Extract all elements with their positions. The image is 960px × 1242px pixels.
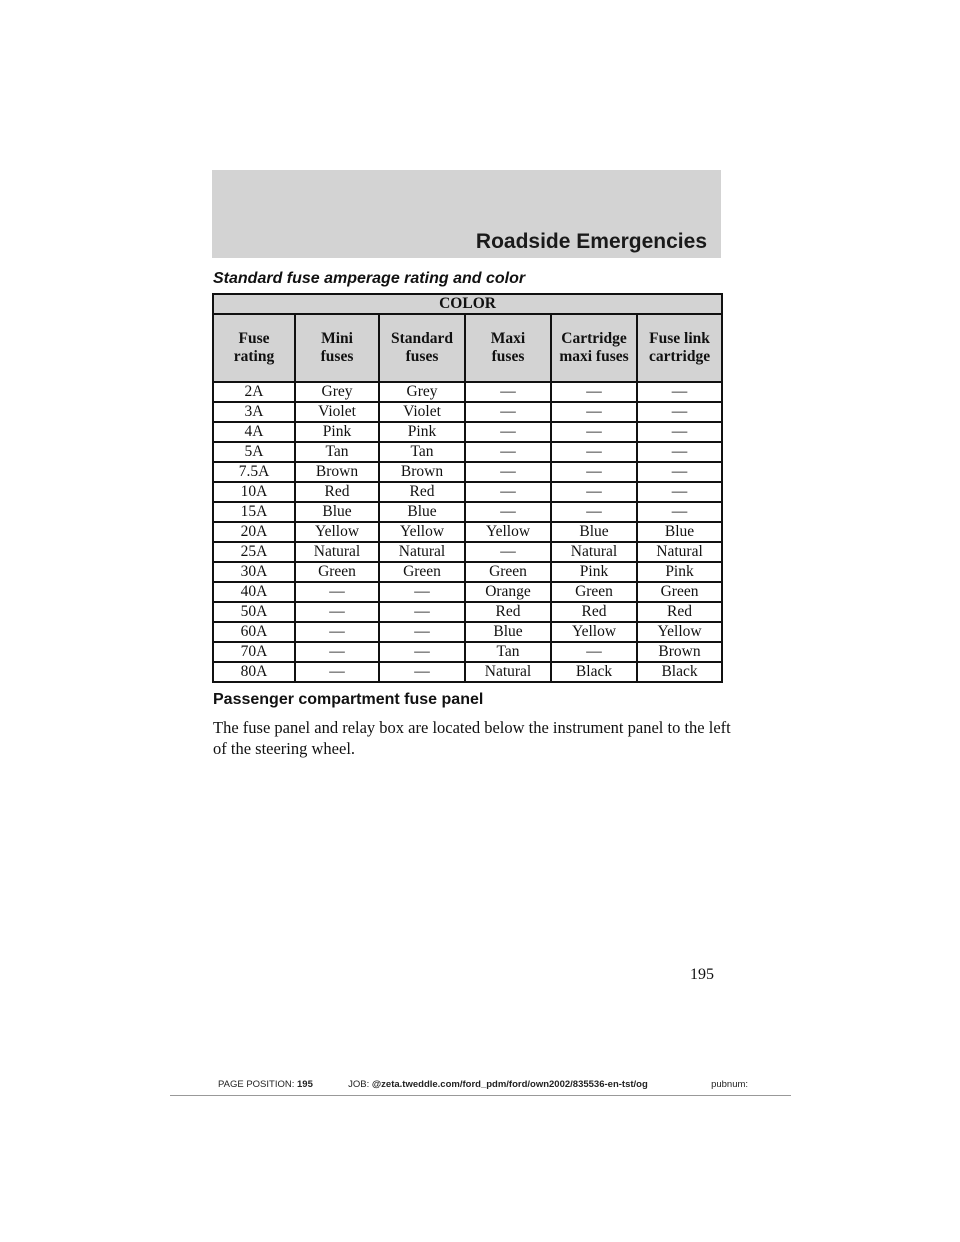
table-row [213, 462, 722, 482]
table-cell: Yellow [379, 522, 465, 542]
fuse-color-table [212, 293, 723, 683]
table-row [213, 562, 722, 582]
table-cell: Yellow [465, 522, 551, 542]
table-cell: 40A [213, 582, 295, 602]
table-cell: Black [551, 662, 637, 682]
table-cell: — [551, 402, 637, 422]
table-cell: Red [465, 602, 551, 622]
table-cell: Violet [295, 402, 379, 422]
table-cell: Blue [551, 522, 637, 542]
table-row [213, 422, 722, 442]
table-cell: Tan [465, 642, 551, 662]
column-header-mini-fuses: Mini fuses [295, 314, 379, 382]
column-header-fuse-rating: Fuse rating [213, 314, 295, 382]
section-heading: Passenger compartment fuse panel [213, 691, 484, 708]
table-cell: Blue [637, 522, 722, 542]
table-cell: Blue [379, 502, 465, 522]
table-cell: 7.5A [213, 462, 295, 482]
table-cell: 60A [213, 622, 295, 642]
table-cell: — [379, 582, 465, 602]
table-cell: Red [551, 602, 637, 622]
table-row [213, 582, 722, 602]
table-cell: 4A [213, 422, 295, 442]
table-cell: — [551, 442, 637, 462]
table-cell: Red [637, 602, 722, 622]
table-cell: — [295, 642, 379, 662]
table-cell: Yellow [551, 622, 637, 642]
table-cell: 25A [213, 542, 295, 562]
table-cell: Green [379, 562, 465, 582]
table-cell: — [379, 622, 465, 642]
table-cell: Pink [295, 422, 379, 442]
table-cell: Green [465, 562, 551, 582]
table-cell: Violet [379, 402, 465, 422]
table-cell: 30A [213, 562, 295, 582]
footer-pubnum-label: pubnum: [711, 1079, 749, 1090]
table-cell: Green [637, 582, 722, 602]
page-number: 195 [690, 966, 714, 983]
table-cell: Green [551, 582, 637, 602]
table-cell: — [551, 482, 637, 502]
table-cell: — [465, 462, 551, 482]
table-cell: Black [637, 662, 722, 682]
table-cell: 15A [213, 502, 295, 522]
table-row [213, 442, 722, 462]
table-cell: — [295, 622, 379, 642]
table-cell: Brown [637, 642, 722, 662]
table-cell: — [637, 382, 722, 402]
color-group-header: COLOR [213, 294, 722, 314]
footer-page-position-value: 195 [297, 1079, 313, 1090]
table-cell: — [465, 482, 551, 502]
table-cell: 70A [213, 642, 295, 662]
section-header-band [212, 170, 721, 258]
table-cell: Pink [379, 422, 465, 442]
table-cell: — [295, 662, 379, 682]
table-cell: — [295, 582, 379, 602]
table-cell: 3A [213, 402, 295, 422]
table-cell: Natural [295, 542, 379, 562]
table-cell: — [465, 402, 551, 422]
table-cell: 80A [213, 662, 295, 682]
table-row [213, 482, 722, 502]
column-header-maxi-fuses: Maxi fuses [465, 314, 551, 382]
table-cell: — [465, 542, 551, 562]
table-cell: Grey [379, 382, 465, 402]
table-cell: Natural [551, 542, 637, 562]
column-header-cartridge-maxi-fuses: Cartridge maxi fuses [551, 314, 637, 382]
table-cell: Tan [379, 442, 465, 462]
table-cell: — [551, 462, 637, 482]
section-title: Roadside Emergencies [475, 230, 707, 253]
table-cell: — [295, 602, 379, 622]
table-cell: — [465, 502, 551, 522]
table-cell: Grey [295, 382, 379, 402]
table-cell: — [637, 462, 722, 482]
table-cell: 5A [213, 442, 295, 462]
body-paragraph: The fuse panel and relay box are located below the instrument panel to the left of the steering wheel. [213, 718, 731, 758]
table-cell: Blue [295, 502, 379, 522]
table-row [213, 402, 722, 422]
table-cell: Brown [379, 462, 465, 482]
table-cell: — [637, 442, 722, 462]
table-cell: Natural [465, 662, 551, 682]
column-header-standard-fuses: Standard fuses [379, 314, 465, 382]
table-row [213, 542, 722, 562]
table-cell: Orange [465, 582, 551, 602]
table-cell: — [637, 482, 722, 502]
table-cell: Natural [637, 542, 722, 562]
table-cell: — [379, 662, 465, 682]
table-row [213, 382, 722, 402]
table-title: Standard fuse amperage rating and color [213, 270, 526, 287]
table-row [213, 602, 722, 622]
table-cell: Pink [637, 562, 722, 582]
table-cell: Pink [551, 562, 637, 582]
column-header-fuse-link-cartridge: Fuse link cartridge [637, 314, 722, 382]
footer-job-value: @zeta.tweddle.com/ford_pdm/ford/own2002/835536-en-tst/og [371, 1079, 648, 1090]
footer-rule [170, 1095, 791, 1096]
table-cell: 50A [213, 602, 295, 622]
table-cell: — [637, 402, 722, 422]
table-cell: — [551, 642, 637, 662]
table-cell: Blue [465, 622, 551, 642]
table-cell: — [551, 422, 637, 442]
table-cell: 10A [213, 482, 295, 502]
table-cell: — [551, 382, 637, 402]
table-row [213, 642, 722, 662]
table-cell: Green [295, 562, 379, 582]
table-cell: Yellow [295, 522, 379, 542]
table-cell: — [551, 502, 637, 522]
table-cell: — [379, 602, 465, 622]
table-cell: — [637, 422, 722, 442]
table-cell: Brown [295, 462, 379, 482]
table-cell: — [465, 422, 551, 442]
table-cell: Yellow [637, 622, 722, 642]
table-row [213, 522, 722, 542]
table-cell: 20A [213, 522, 295, 542]
table-row [213, 662, 722, 682]
table-cell: 2A [213, 382, 295, 402]
table-cell: — [465, 442, 551, 462]
table-row [213, 622, 722, 642]
footer-job-label: JOB: [348, 1079, 370, 1090]
table-cell: — [379, 642, 465, 662]
footer-page-position-label: PAGE POSITION: [218, 1079, 295, 1090]
table-cell: Tan [295, 442, 379, 462]
print-footer [218, 1079, 748, 1090]
table-cell: Red [379, 482, 465, 502]
table-cell: Natural [379, 542, 465, 562]
table-row [213, 502, 722, 522]
table-cell: Red [295, 482, 379, 502]
table-cell: — [637, 502, 722, 522]
table-cell: — [465, 382, 551, 402]
